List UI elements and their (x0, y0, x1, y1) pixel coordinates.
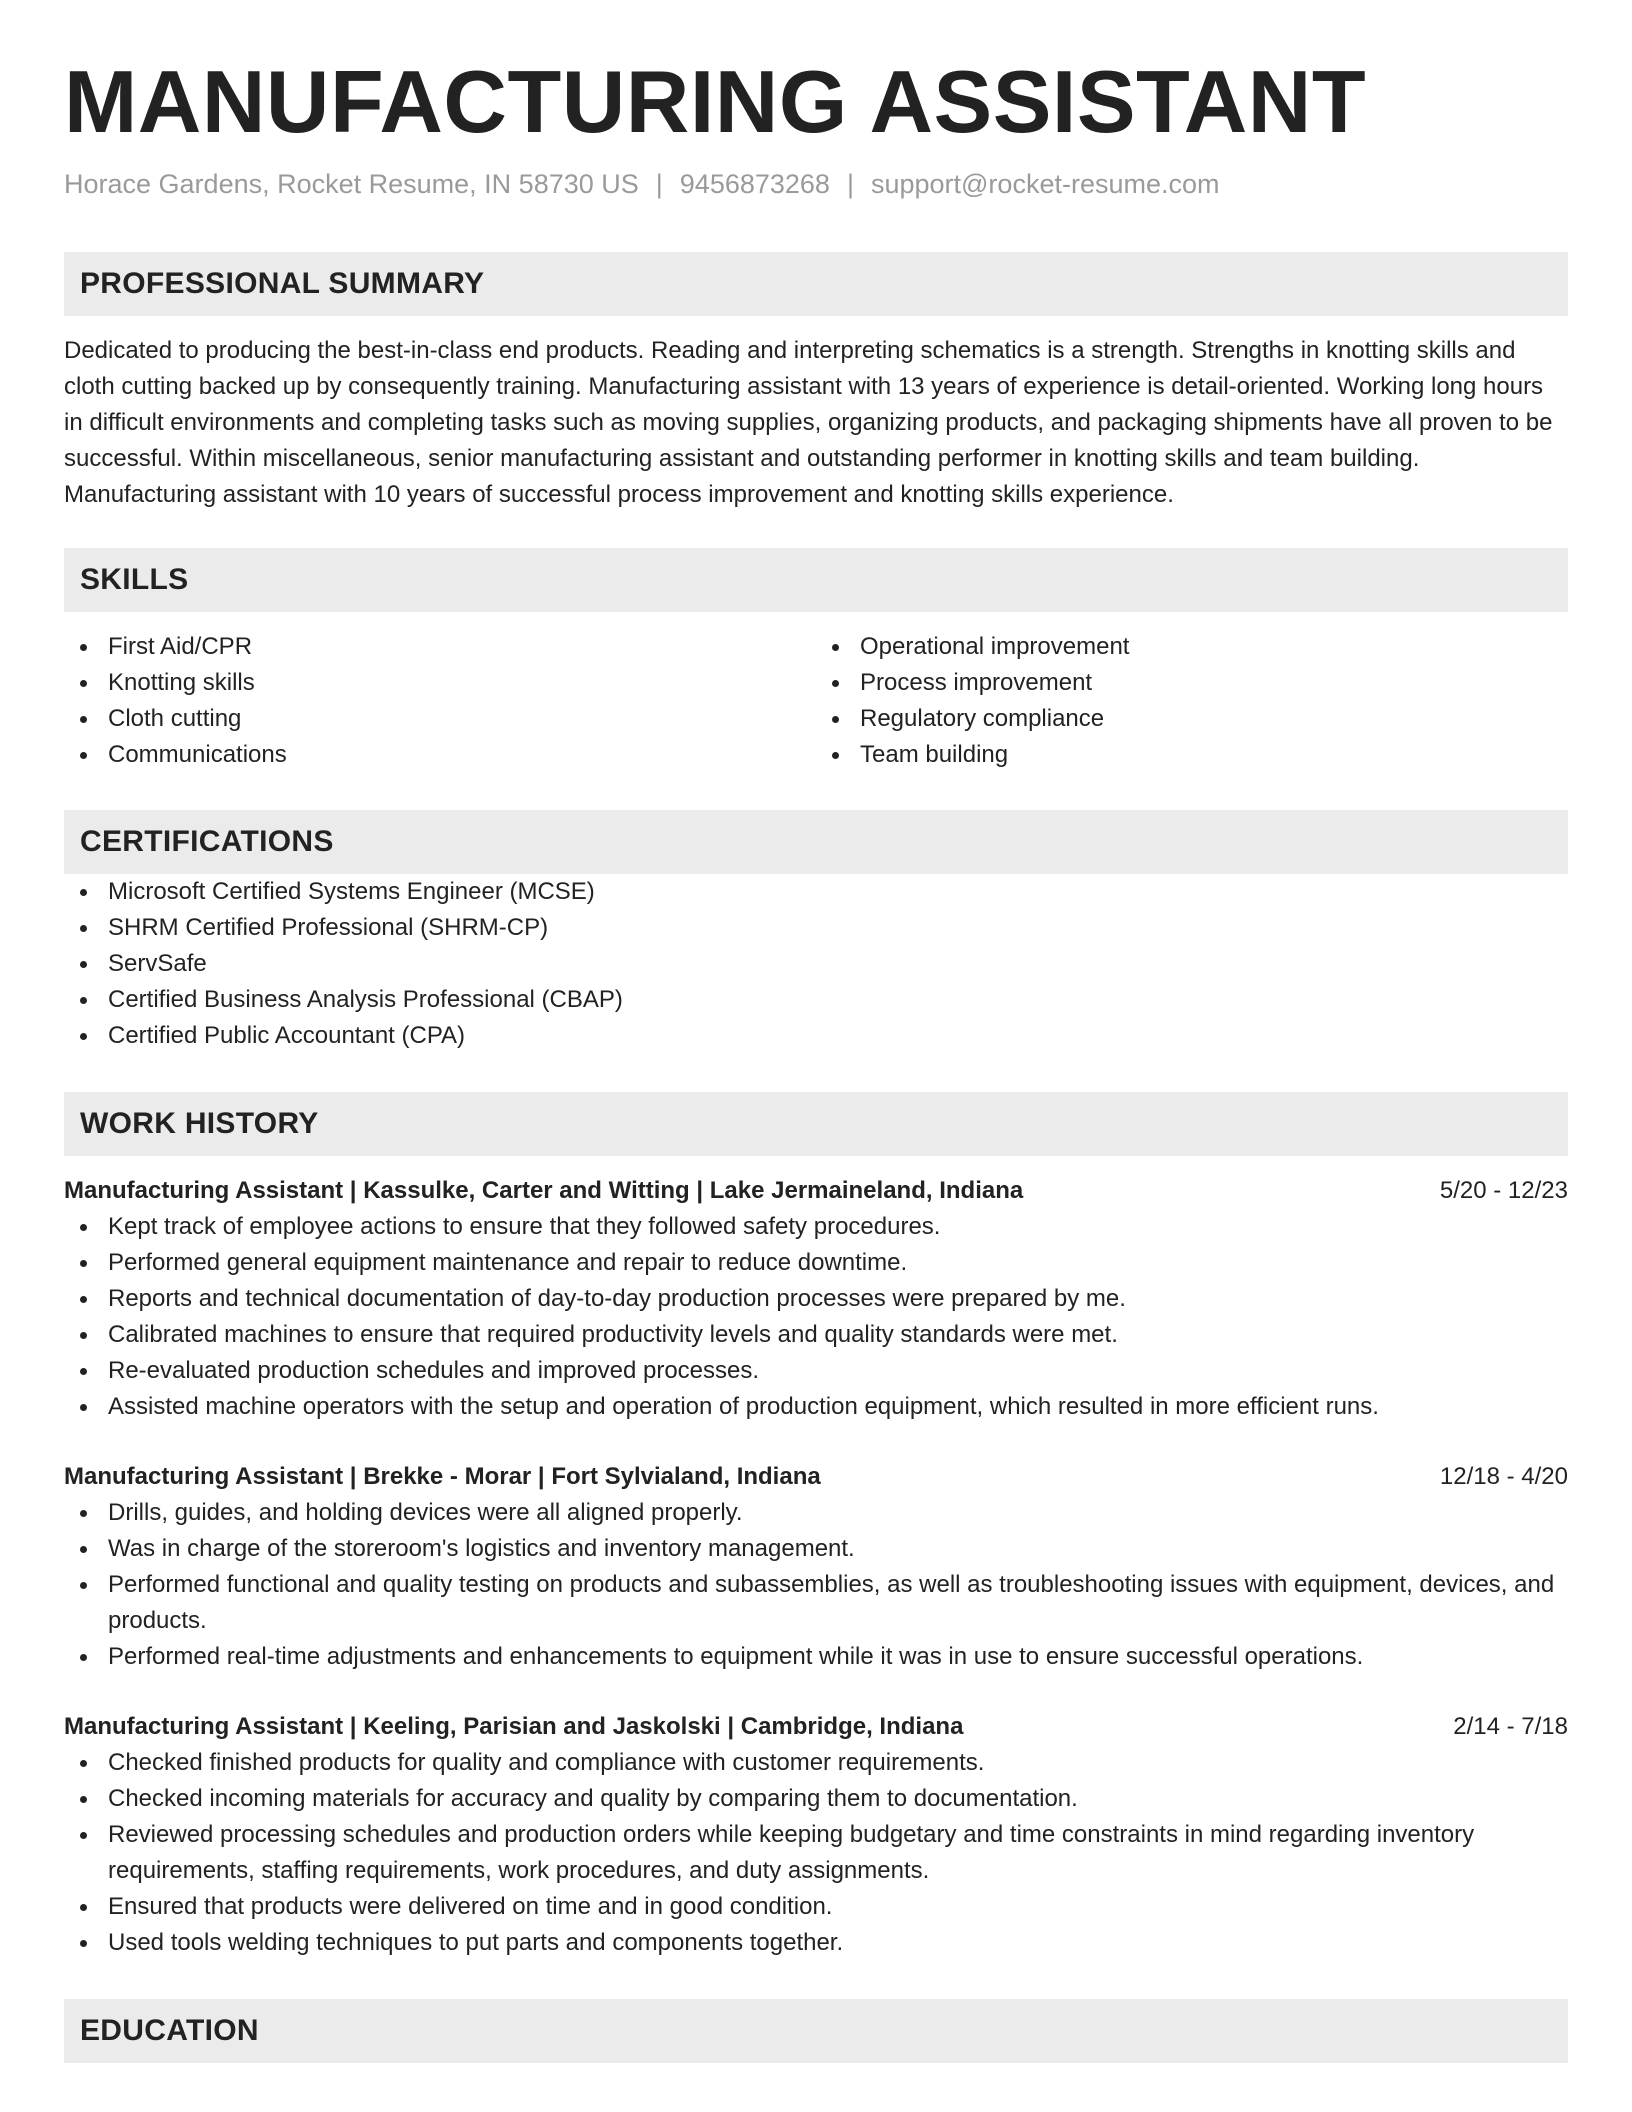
job-title: Manufacturing Assistant | Kassulke, Carter and Witting | Lake Jermaineland, Indiana (64, 1177, 1024, 1204)
job-duty-item: Re-evaluated production schedules and improved processes. (64, 1353, 1568, 1389)
skills-column-right (816, 629, 1568, 773)
education-section-header: EDUCATION (64, 1999, 1568, 2063)
job-duty-item: Ensured that products were delivered on time and in good condition. (64, 1889, 1568, 1925)
job-duty-item: Used tools welding techniques to put parts and components together. (64, 1925, 1568, 1961)
certification-item: Microsoft Certified Systems Engineer (MCSE) (64, 874, 1568, 910)
certification-item: ServSafe (64, 946, 1568, 982)
job-duties-list (64, 1209, 1568, 1425)
job-duty-item: Drills, guides, and holding devices were all aligned properly. (64, 1495, 1568, 1531)
contact-separator: | (846, 169, 854, 199)
job-duty-item: Was in charge of the storeroom's logistics and inventory management. (64, 1531, 1568, 1567)
skill-item: Process improvement (816, 665, 1568, 701)
candidate-name: MANUFACTURING ASSISTANT (64, 52, 1367, 151)
skill-item: First Aid/CPR (64, 629, 816, 665)
contact-separator: | (655, 169, 663, 199)
skill-item: Team building (816, 737, 1568, 773)
certifications-list (64, 874, 1568, 1054)
job-duty-item: Performed real-time adjustments and enhancements to equipment while it was in use to ensure successful operations. (64, 1639, 1568, 1675)
job-dates: 2/14 - 7/18 (1453, 1713, 1568, 1740)
skills-list (64, 629, 1568, 773)
certification-item: Certified Business Analysis Professional (CBAP) (64, 982, 1568, 1018)
job-duty-item: Calibrated machines to ensure that required productivity levels and quality standards were met. (64, 1317, 1568, 1353)
job-dates: 12/18 - 4/20 (1439, 1463, 1568, 1490)
certification-item: Certified Public Accountant (CPA) (64, 1018, 1568, 1054)
summary-text: Dedicated to producing the best-in-class end products. Reading and interpreting schematics is a strength. Strengths in knotting skills and cloth cutting backed up by consequently training. Manufacturing assistant with 13 years of experience is detail-oriented. Working long hours in difficult environments and completing tasks such as moving supplies, organizing products, and packaging shipments have all proven to be successful. Within miscellaneous, senior manufacturing assistant and outstanding performer in knotting skills and team building. Manufacturing assistant with 10 years of successful process improvement and knotting skills experience. (64, 337, 1553, 508)
job-entry (64, 1709, 1568, 1961)
certifications-section-header: CERTIFICATIONS (64, 810, 1568, 874)
job-duty-item: Assisted machine operators with the setup and operation of production equipment, which resulted in more efficient runs. (64, 1389, 1568, 1425)
job-title: Manufacturing Assistant | Brekke - Morar | Fort Sylvialand, Indiana (64, 1463, 821, 1490)
certification-item: SHRM Certified Professional (SHRM-CP) (64, 910, 1568, 946)
contact-line (64, 167, 1568, 201)
skills-column-left (64, 629, 816, 773)
job-header (64, 1709, 1568, 1745)
work-history-section-header: WORK HISTORY (64, 1092, 1568, 1156)
skills-section-header: SKILLS (64, 548, 1568, 612)
job-header (64, 1173, 1568, 1209)
job-duty-item: Reports and technical documentation of day-to-day production processes were prepared by me. (64, 1281, 1568, 1317)
skill-item: Communications (64, 737, 816, 773)
job-duty-item: Checked incoming materials for accuracy and quality by comparing them to documentation. (64, 1781, 1568, 1817)
job-entry (64, 1459, 1568, 1675)
job-header (64, 1459, 1568, 1495)
job-entry (64, 1173, 1568, 1425)
job-duty-item: Reviewed processing schedules and production orders while keeping budgetary and time constraints in mind regarding inventory requirements, staffing requirements, work procedures, and duty assignments. (64, 1817, 1568, 1889)
contact-email: support@rocket-resume.com (870, 169, 1220, 199)
job-title: Manufacturing Assistant | Keeling, Parisian and Jaskolski | Cambridge, Indiana (64, 1713, 964, 1740)
job-duty-item: Checked finished products for quality and compliance with customer requirements. (64, 1745, 1568, 1781)
job-duties-list (64, 1745, 1568, 1961)
job-duty-item: Kept track of employee actions to ensure that they followed safety procedures. (64, 1209, 1568, 1245)
job-duty-item: Performed functional and quality testing on products and subassemblies, as well as troubleshooting issues with equipment, devices, and products. (64, 1567, 1568, 1639)
job-duties-list (64, 1495, 1568, 1675)
contact-address: Horace Gardens, Rocket Resume, IN 58730 US (64, 169, 639, 199)
contact-phone: 9456873268 (679, 169, 830, 199)
job-duty-item: Performed general equipment maintenance and repair to reduce downtime. (64, 1245, 1568, 1281)
skill-item: Operational improvement (816, 629, 1568, 665)
skill-item: Regulatory compliance (816, 701, 1568, 737)
summary-section-header: PROFESSIONAL SUMMARY (64, 252, 1568, 316)
skill-item: Cloth cutting (64, 701, 816, 737)
job-dates: 5/20 - 12/23 (1439, 1177, 1568, 1204)
skill-item: Knotting skills (64, 665, 816, 701)
